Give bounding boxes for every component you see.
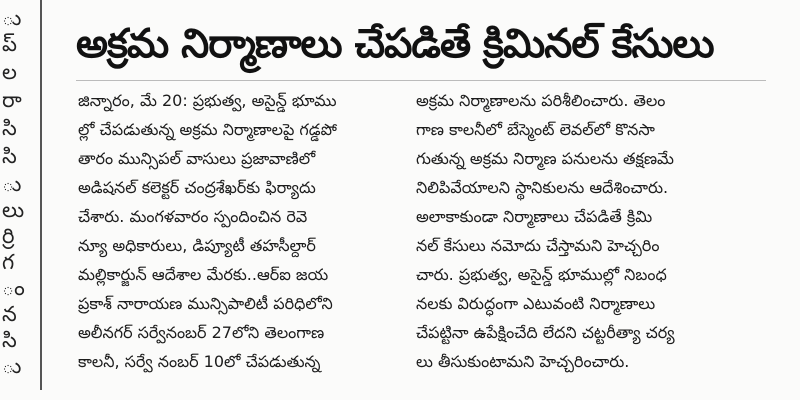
article-line: జిన్నారం, మే 20: ప్రభుత్వ, అసైన్డ్ భూము: [78, 91, 337, 110]
fragment-line: ం: [2, 276, 25, 300]
article-line: అలాకాకుండా నిర్మాణాలు చేపడితే క్రిమి: [416, 207, 653, 226]
fragment-line: ు: [2, 354, 22, 378]
article-headline: అక్రమ నిర్మాణాలు చేపడితే క్రిమినల్ కేసులు: [76, 21, 714, 67]
article-line: ల్లో చేపడుతున్న అక్రమ నిర్మాణాలపై గడ్డపో: [78, 120, 337, 139]
fragment-line: సి: [2, 328, 17, 352]
article-line: చేశారు. మంగళవారం స్పందించిన రెవె: [78, 207, 308, 226]
article-line: గుతున్న అక్రమ నిర్మాణ పనులను తక్షణమే: [416, 149, 674, 168]
column-divider: [40, 0, 42, 390]
article-line: నిలిపివేయాలని స్థానికులను ఆదేశించారు.: [416, 178, 669, 197]
article-line: ప్రకాశ్ నారాయణ మున్సిపాలిటీ పరిధిలోని: [78, 294, 333, 313]
fragment-line: సి: [2, 144, 17, 168]
article-line: గాణ కాలనీలో బేస్మెంట్ లెవల్‌లో కొనసా: [416, 120, 655, 139]
fragment-line: సి: [2, 116, 17, 140]
article-line: కాలనీ, సర్వే నంబర్ 10లో చేపడుతున్న: [78, 352, 321, 371]
news-article: [50, 0, 800, 400]
article-line: తారం మున్సిపల్ వాసులు ప్రజావాణిలో: [78, 149, 316, 168]
article-line: నల్ కేసులు నమోదు చేస్తామని హెచ్చరిం: [416, 236, 660, 255]
fragment-line: న: [2, 302, 17, 326]
fragment-line: ప్: [2, 32, 17, 56]
article-line: చేపట్టినా ఉపేక్షించేది లేదని చట్టరీత్యా చర్య: [416, 323, 675, 342]
fragment-line: ర్రి: [2, 224, 15, 248]
fragment-line: లు: [2, 198, 25, 222]
article-column-2: [416, 86, 746, 376]
article-line: అలీనగర్ సర్వేనంబర్ 27లోని తెలంగాణ: [78, 323, 325, 342]
headline-divider: [76, 80, 766, 81]
article-column-1: [78, 86, 408, 376]
article-line: న్యూ అధికారులు, డిప్యూటీ తహసీల్దార్: [78, 236, 316, 255]
fragment-line: రా: [2, 88, 22, 112]
article-line: నలకు విరుద్ధంగా ఎటువంటి నిర్మాణాలు: [416, 294, 656, 313]
fragment-line: గ: [2, 250, 15, 274]
article-line: లు తీసుకుంటామని హెచ్చరించారు.: [416, 352, 630, 371]
fragment-line: ల: [2, 60, 17, 84]
article-line: అక్రమ నిర్మాణాలను పరిశీలించారు. తెలం: [416, 91, 666, 110]
article-line: అడిషనల్ కలెక్టర్ చంద్రశేఖర్‌కు ఫిర్యాదు: [78, 178, 316, 197]
fragment-line: ు: [2, 6, 22, 30]
article-line: మల్లికార్జున్ ఆదేశాల మేరకు..ఆర్ఐ జయ: [78, 265, 329, 284]
article-line: చారు. ప్రభుత్వ, అసైన్డ్ భూముల్లో నిబంధ: [416, 265, 667, 284]
fragment-line: ు: [2, 172, 22, 196]
adjacent-column-fragment: [0, 0, 36, 400]
